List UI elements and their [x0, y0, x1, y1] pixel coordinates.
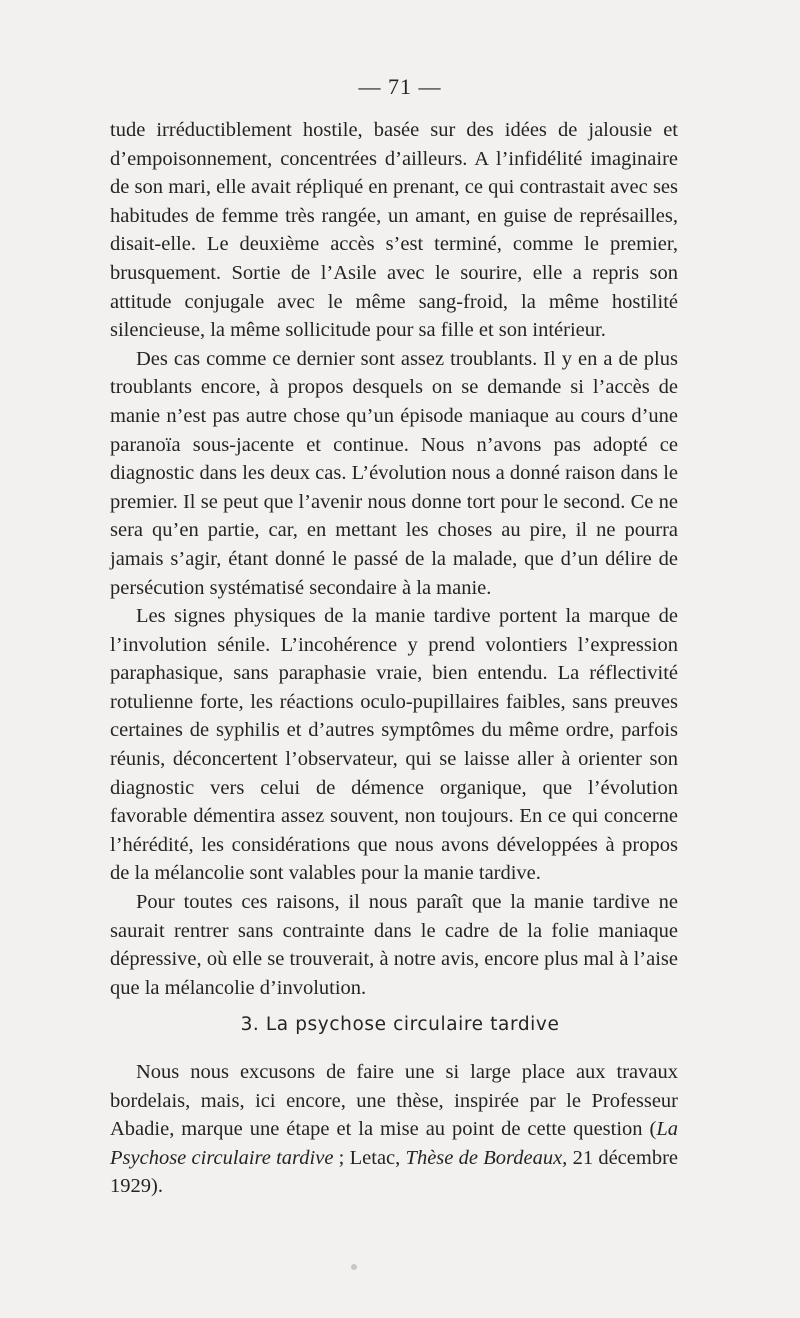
citation-date: 21 décembre 1929).: [110, 1146, 678, 1198]
paragraph: Les signes physiques de la manie tardive portent la marque de l’involution sénile. L’incohérence y prend volontiers l’expression paraphasique, sans paraphasie vraie, bien entendu. La réflectivité rotulienne forte, les réactions oculo-pupillaires faibles, sans preuves certaines de syphilis et d’autres symptômes du même ordre, parfois réunis, déconcertent l’observateur, qui se laisse aller à orienter son diagnostic vers celui de démence organique, que l’évolution favorable démentira assez souvent, non toujours. En ce qui concerne l’hérédité, les considérations que nous avons développées à propos de la mélancolie sont valables pour la manie tardive.: [110, 605, 678, 885]
citation-source: Thèse de Bordeaux,: [405, 1146, 568, 1169]
paragraph-continuation: tude irréductiblement hostile, basée sur des idées de jalousie et d’empoisonnement, concentrées d’ailleurs. A l’infidélité imaginaire de son mari, elle avait répliqué en prenant, ce qui contrastait avec ses habitudes de femme très rangée, un amant, en guise de représailles, disait-elle. Le deuxième accès s’est terminé, comme le premier, brusquement. Sortie de l’Asile avec le sourire, elle a repris son attitude conjugale avec le même sang-froid, la même hostilité silencieuse, la même sollicitude pour sa fille et son intérieur.: [110, 119, 678, 342]
paragraph: Des cas comme ce dernier sont assez troublants. Il y en a de plus troublants encore, à propos desquels on se demande si l’accès de manie n’est pas autre chose qu’un épisode maniaque au cours d’une paranoïa sous-jacente et continue. Nous n’avons pas adopté ce diagnostic dans les deux cas. L’évolution nous a donné raison dans le premier. Il se peut que l’avenir nous donne tort pour le second. Ce ne sera qu’en partie, car, en mettant les choses au pire, il ne pourra jamais s’agir, étant donné le passé de la malade, que d’un délire de persécution systématisé secondaire à la manie.: [110, 347, 678, 599]
body-text: [110, 116, 678, 1002]
section-body-text: [110, 1058, 678, 1201]
paragraph: Pour toutes ces raisons, il nous paraît que la manie tardive ne saurait rentrer sans contrainte dans le cadre de la folie maniaque dépressive, où elle se trouverait, à notre avis, encore plus mal à l’aise que la mélancolie d’involution.: [110, 891, 678, 999]
paragraph-text: Nous nous excusons de faire une si large place aux travaux bordelais, mais, ici encore, une thèse, inspirée par le Professeur Abadie, marque une étape et la mise au point de cette question (: [110, 1061, 678, 1141]
paragraph: [110, 1058, 678, 1201]
citation-title: La Psychose circulaire tardive: [110, 1118, 678, 1169]
citation-author: ; Letac,: [333, 1146, 406, 1169]
section-heading: 3. La psychose circulaire tardive: [240, 1014, 560, 1035]
page-number: — 71 —: [358, 74, 442, 99]
paper-speck: [351, 1264, 357, 1270]
